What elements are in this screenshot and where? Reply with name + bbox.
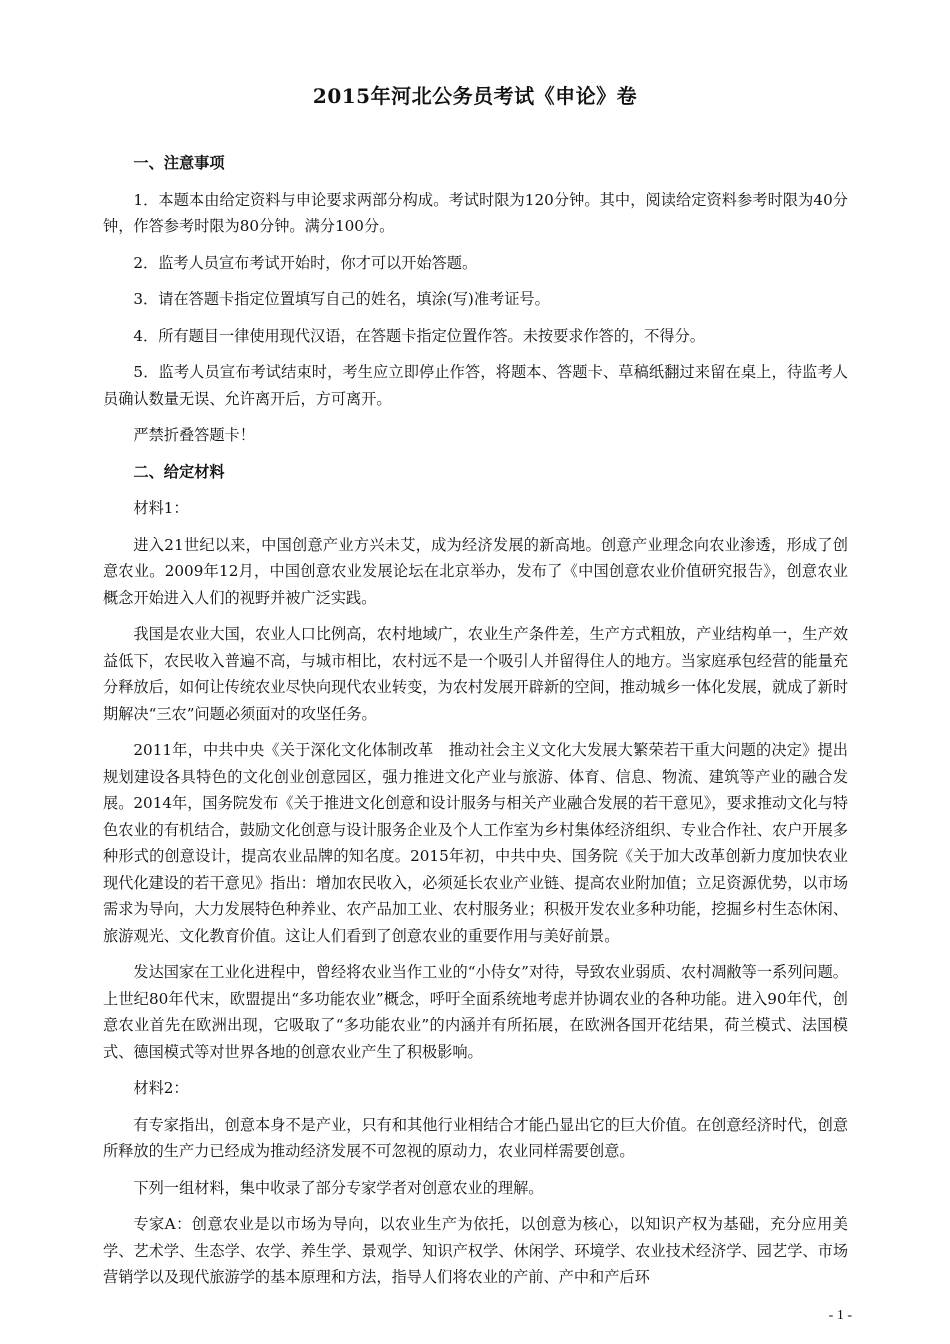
section-heading-materials: 二、给定材料 — [133, 462, 225, 481]
material-paragraph: 下列一组材料，集中收录了部分专家学者对创意农业的理解。 — [133, 1178, 544, 1197]
material-paragraph: 进入21世纪以来，中国创意产业方兴未艾，成为经济发展的新高地。创意产业理念向农业渗透，形成了创意农业。2009年12月，中国创意农业发展论坛在北京举办，发布了《中国创意农业价值研究报告》，创意农业概念开始进入人们的视野并被广泛实践。 — [103, 535, 848, 607]
material-label: 材料2： — [133, 1079, 189, 1097]
note-warning: 严禁折叠答题卡！ — [133, 426, 255, 444]
document-body — [103, 150, 848, 1301]
section-heading-notes: 一、注意事项 — [133, 154, 225, 172]
note-item: 3．请在答题卡指定位置填写自己的姓名，填涂(写)准考证号。 — [133, 290, 550, 308]
note-item: 2．监考人员宣布考试开始时，你才可以开始答题。 — [133, 253, 478, 272]
material-paragraph: 我国是农业大国，农业人口比例高，农村地域广，农业生产条件差，生产方式粗放，产业结构单一，生产效益低下，农民收入普遍不高，与城市相比，农村远不是一个吸引人并留得住人的地方。当家庭承包经营的能量充分释放后，如何让传统农业尽快向现代农业转变，为农村发展开辟新的空间，推动城乡一体化发展，就成了新时期解决“三农”问题必须面对的攻坚任务。 — [103, 625, 848, 723]
material-paragraph: 专家A：创意农业是以市场为导向，以农业生产为依托，以创意为核心，以知识产权为基础，充分应用美学、艺术学、生态学、农学、养生学、景观学、知识产权学、休闲学、环境学、农业技术经济学、园艺学、市场营销学以及现代旅游学的基本原理和方法，指导人们将农业的产前、产中和产后环 — [103, 1215, 848, 1286]
note-item: 1．本题本由给定资料与申论要求两部分构成。考试时限为120分钟。其中，阅读给定资料参考时限为40分钟，作答参考时限为80分钟。满分100分。 — [103, 190, 848, 235]
material-label: 材料1： — [133, 499, 189, 517]
note-item: 4．所有题目一律使用现代汉语，在答题卡指定位置作答。未按要求作答的，不得分。 — [133, 326, 705, 345]
material-paragraph: 有专家指出，创意本身不是产业，只有和其他行业相结合才能凸显出它的巨大价值。在创意经济时代，创意所释放的生产力已经成为推动经济发展不可忽视的原动力，农业同样需要创意。 — [103, 1115, 848, 1160]
document-title: 2015年河北公务员考试《申论》卷 — [312, 84, 638, 108]
page-number: - 1 - — [828, 1308, 852, 1323]
material-paragraph: 2011年，中共中央《关于深化文化体制改革 推动社会主义文化大发展大繁荣若干重大问题的决定》提出规划建设各具特色的文化创业创意园区，强力推进文化产业与旅游、体育、信息、物流、建筑等产业的融合发展。2014年，国务院发布《关于推进文化创意和设计服务与相关产业融合发展的若干意见》，要求推动文化与特色农业的有机结合，鼓励文化创意与设计服务企业及个人工作室为乡村集体经济组织、专业合作社、农户开展多种形式的创意设计，提高农业品牌的知名度。2015年初，中共中央、国务院《关于加大改革创新力度加快农业现代化建设的若干意见》指出：增加农民收入，必须延长农业产业链、提高农业附加值；立足资源优势，以市场需求为导向，大力发展特色种养业、农产品加工业、农村服务业；积极开发农业多种功能，挖掘乡村生态休闲、旅游观光、文化教育价值。这让人们看到了创意农业的重要作用与美好前景。 — [103, 741, 848, 945]
material-paragraph: 发达国家在工业化进程中，曾经将农业当作工业的“小侍女”对待，导致农业弱质、农村凋敝等一系列问题。上世纪80年代末，欧盟提出“多功能农业”概念，呼吁全面系统地考虑并协调农业的各种功能。进入90年代，创意农业首先在欧洲出现，它吸取了“多功能农业”的内涵并有所拓展，在欧洲各国开花结果，荷兰模式、法国模式、德国模式等对世界各地的创意农业产生了积极影响。 — [103, 963, 848, 1061]
note-item: 5．监考人员宣布考试结束时，考生应立即停止作答，将题本、答题卡、草稿纸翻过来留在桌上，待监考人员确认数量无误、允许离开后，方可离开。 — [103, 363, 848, 408]
